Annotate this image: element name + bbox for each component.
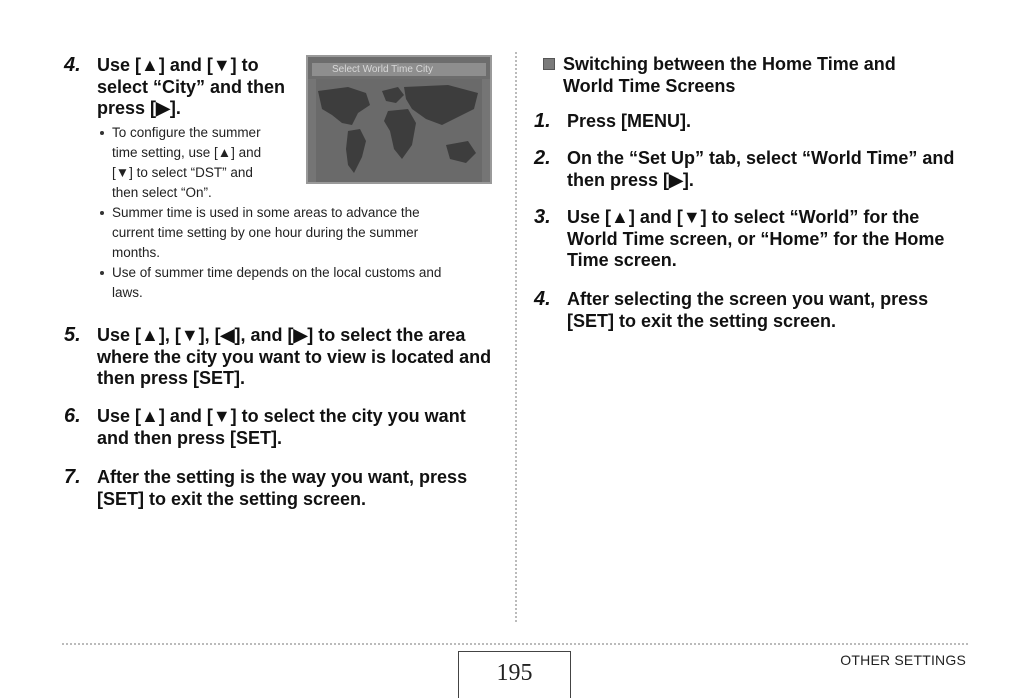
step-6-left: [64, 405, 466, 449]
footer-section-title: OTHER SETTINGS: [840, 652, 966, 668]
step-4-right: [534, 288, 929, 332]
step-text: On the “Set Up” tab, select “World Time” and then press [▶].: [567, 148, 955, 190]
step-text: After selecting the screen you want, press [SET] to exit the setting screen.: [567, 289, 929, 331]
step-number: 7.: [64, 466, 81, 488]
step-4-left: [64, 54, 286, 120]
section-title: Switching between the Home Time and World Time Screens: [563, 54, 896, 96]
step-2-right: [534, 147, 955, 191]
step-number: 5.: [64, 324, 81, 346]
step-5-left: [64, 324, 492, 390]
step-text: Use [▲] and [▼] to select “World” for the World Time screen, or “Home” for the Home Time screen.: [567, 207, 945, 270]
step-number: 2.: [534, 147, 551, 169]
page-number: 195: [458, 651, 571, 698]
step-text: After the setting is the way you want, press [SET] to exit the setting screen.: [97, 467, 468, 509]
step-number: 3.: [534, 206, 551, 228]
world-time-screen-image: [306, 55, 492, 184]
step-text: Use [▲], [▼], [◀], and [▶] to select the area where the city you want to view is located and then press [SET].: [97, 325, 492, 388]
section-heading: [543, 54, 896, 97]
step-number: 4.: [534, 288, 551, 310]
section-square-icon: [543, 58, 555, 70]
step-7-left: [64, 466, 468, 510]
note-summer-time: Summer time is used in some areas to advance the current time setting by one hour during the summer months.: [97, 203, 517, 263]
step-text: Press [MENU].: [567, 111, 692, 131]
step-text: Use [▲] and [▼] to select the city you want and then press [SET].: [97, 406, 466, 448]
step-3-right: [534, 206, 945, 272]
step-text: Use [▲] and [▼] to select “City” and then press [▶].: [97, 55, 286, 118]
step-number: 6.: [64, 405, 81, 427]
step-number: 4.: [64, 54, 81, 76]
note-dst: To configure the summer time setting, use [▲] and [▼] to select “DST” and then select “On”.: [97, 123, 517, 203]
world-map-image: [308, 79, 490, 182]
step-number: 1.: [534, 110, 551, 132]
column-divider: [515, 52, 517, 622]
footer-divider: [62, 643, 968, 645]
step-1-right: [534, 110, 692, 133]
screen-title: Select World Time City: [312, 63, 486, 76]
note-customs: Use of summer time depends on the local customs and laws.: [97, 263, 517, 303]
